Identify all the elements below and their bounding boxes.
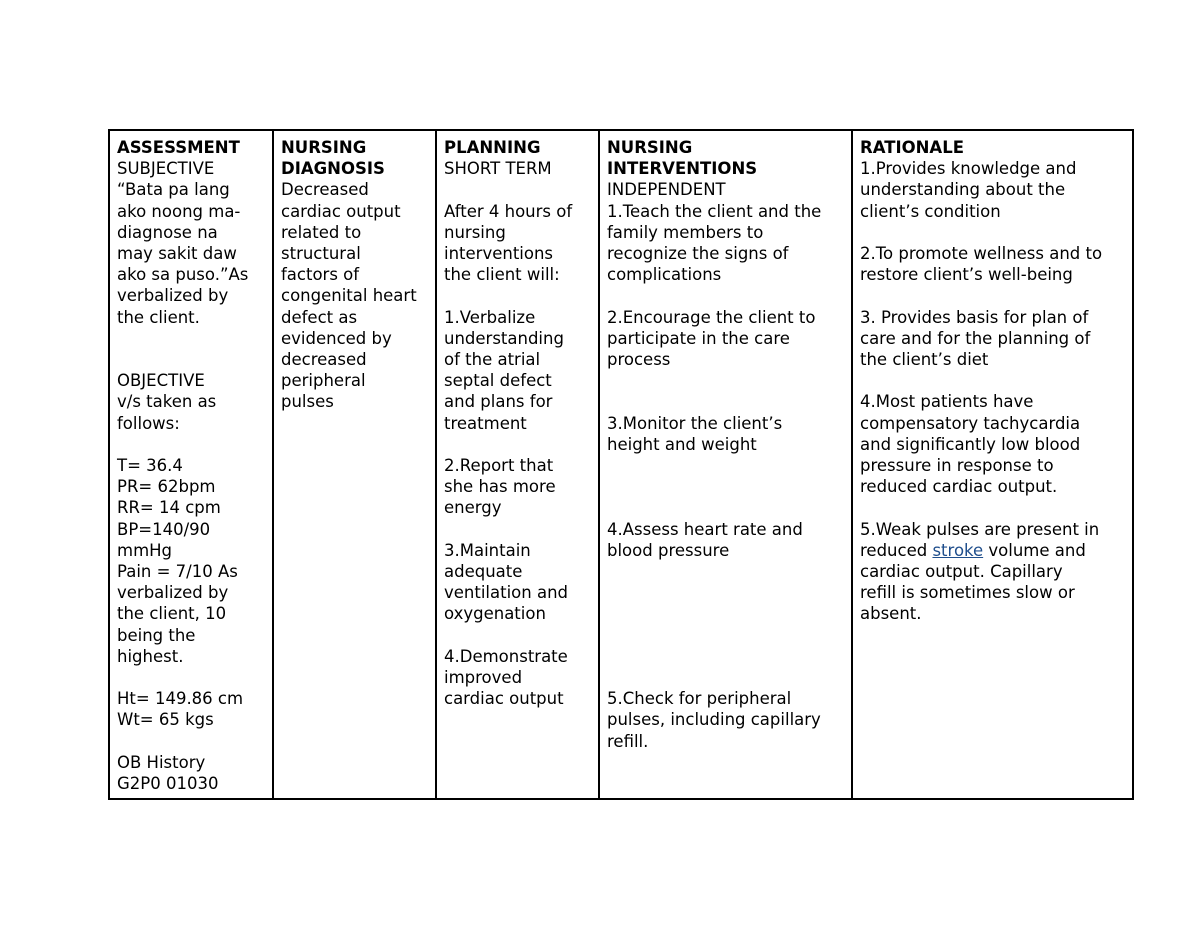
objective-label: OBJECTIVE	[117, 371, 205, 391]
diagnosis-line: Decreased	[281, 180, 369, 200]
planning-intro-line: After 4 hours of	[444, 201, 573, 221]
planning-intro-line: interventions	[444, 244, 554, 263]
intervention-line: refill.	[607, 731, 649, 751]
rationale-line: pressure in response to	[860, 456, 1054, 475]
intervention-line: pulses, including capillary	[607, 710, 821, 730]
ob-history-value: G2P0 01030	[117, 774, 219, 794]
goal-line: 3.Maintain	[444, 540, 531, 560]
goal-line: adequate	[444, 562, 523, 581]
diagnosis-line: evidenced by	[281, 328, 392, 348]
goal-line: and plans for	[444, 392, 553, 412]
rationale-line: the client’s diet	[860, 350, 989, 369]
vital-sign-line: PR= 62bpm	[117, 477, 216, 497]
intervention-line: 2.Encourage the client to	[607, 307, 816, 327]
goal-line: septal defect	[444, 371, 552, 391]
rationale-line: reduced cardiac output.	[860, 477, 1058, 497]
vital-sign-line: mmHg	[117, 540, 173, 560]
rationale-line	[860, 540, 1128, 561]
objective-intro-line: follows:	[117, 413, 180, 433]
interventions-cell	[599, 130, 852, 799]
vital-sign-line: highest.	[117, 646, 184, 666]
weight-line: Wt= 65 kgs	[117, 710, 214, 730]
intervention-line: 5.Check for peripheral	[607, 689, 792, 709]
height-line: Ht= 149.86 cm	[117, 689, 244, 709]
objective-intro-line: v/s taken as	[117, 392, 217, 412]
goal-line: 1.Verbalize	[444, 307, 536, 327]
diagnosis-line: defect as	[281, 307, 358, 327]
interventions-header: NURSING	[607, 138, 693, 157]
subjective-line: diagnose na	[117, 222, 218, 242]
vital-sign-line: verbalized by	[117, 583, 229, 603]
diagnosis-line: structural	[281, 244, 361, 264]
subjective-line: ako noong ma-	[117, 201, 241, 221]
diagnosis-line: cardiac output	[281, 201, 401, 221]
diagnosis-line: decreased	[281, 350, 367, 370]
rationale-line: 3. Provides basis for plan of	[860, 307, 1089, 327]
intervention-line: 4.Assess heart rate and	[607, 519, 803, 539]
vital-sign-line: Pain = 7/10 As	[117, 562, 238, 582]
intervention-line: family members to	[607, 222, 764, 242]
stroke-link[interactable]: stroke	[932, 540, 984, 560]
goal-line: ventilation and	[444, 583, 569, 603]
intervention-line: complications	[607, 265, 722, 285]
planning-intro-line: nursing	[444, 222, 506, 242]
subjective-label: SUBJECTIVE	[117, 159, 215, 179]
diagnosis-line: peripheral	[281, 371, 366, 391]
rationale-line: and significantly low blood	[860, 434, 1081, 454]
intervention-line: height and weight	[607, 434, 757, 454]
planning-cell	[436, 130, 599, 799]
goal-line: understanding	[444, 328, 564, 348]
rationale-line: 4.Most patients have	[860, 392, 1034, 412]
subjective-line: may sakit daw	[117, 244, 237, 264]
diagnosis-line: pulses	[281, 392, 334, 412]
diagnosis-cell	[273, 130, 436, 799]
intervention-line: blood pressure	[607, 540, 730, 560]
rationale-line: 5.Weak pulses are present in	[860, 519, 1100, 539]
rationale-text: volume and	[983, 540, 1086, 560]
goal-line: she has more	[444, 477, 556, 497]
planning-intro-line: the client will:	[444, 265, 560, 285]
table-row	[109, 130, 1133, 799]
intervention-line: 1.Teach the client and the	[607, 201, 822, 221]
planning-header: PLANNING	[444, 138, 541, 157]
intervention-line: 3.Monitor the client’s	[607, 413, 783, 433]
interventions-header: INTERVENTIONS	[607, 159, 758, 179]
vital-sign-line: BP=140/90	[117, 519, 211, 539]
goal-line: of the atrial	[444, 350, 541, 369]
subjective-line: the client.	[117, 307, 200, 327]
rationale-line: cardiac output. Capillary	[860, 562, 1063, 581]
assessment-header: ASSESSMENT	[117, 138, 240, 157]
intervention-line: process	[607, 350, 671, 370]
rationale-header: RATIONALE	[860, 138, 964, 157]
rationale-line: restore client’s well-being	[860, 265, 1073, 285]
rationale-line: understanding about the	[860, 180, 1066, 200]
subjective-line: ako sa puso.”As	[117, 265, 249, 285]
subjective-line: verbalized by	[117, 286, 229, 306]
ob-history-label: OB History	[117, 752, 206, 772]
diagnosis-line: factors of	[281, 265, 360, 285]
diagnosis-header: DIAGNOSIS	[281, 159, 385, 179]
goal-line: energy	[444, 498, 502, 518]
intervention-line: recognize the signs of	[607, 244, 789, 264]
interventions-subheader: INDEPENDENT	[607, 180, 726, 200]
vital-sign-line: the client, 10	[117, 604, 227, 624]
diagnosis-header: NURSING	[281, 138, 367, 157]
goal-line: improved	[444, 668, 523, 687]
intervention-line: participate in the care	[607, 328, 790, 348]
goal-line: oxygenation	[444, 604, 546, 624]
rationale-line: refill is sometimes slow or	[860, 583, 1075, 603]
goal-line: 2.Report that	[444, 456, 554, 475]
nursing-care-plan-table	[108, 129, 1134, 800]
diagnosis-line: related to	[281, 222, 362, 242]
rationale-cell	[852, 130, 1133, 799]
vital-sign-line: being the	[117, 625, 196, 645]
vital-sign-line: T= 36.4	[117, 456, 183, 475]
rationale-line: absent.	[860, 604, 922, 624]
goal-line: treatment	[444, 413, 527, 433]
goal-line: cardiac output	[444, 689, 564, 709]
rationale-line: client’s condition	[860, 201, 1001, 221]
assessment-cell	[109, 130, 273, 799]
rationale-line: compensatory tachycardia	[860, 413, 1081, 433]
rationale-text: reduced	[860, 540, 933, 560]
goal-line: 4.Demonstrate	[444, 646, 568, 666]
rationale-line: 1.Provides knowledge and	[860, 159, 1077, 179]
vital-sign-line: RR= 14 cpm	[117, 498, 221, 518]
diagnosis-line: congenital heart	[281, 286, 417, 306]
rationale-line: 2.To promote wellness and to	[860, 244, 1103, 263]
planning-subheader: SHORT TERM	[444, 159, 552, 179]
rationale-line: care and for the planning of	[860, 328, 1091, 348]
subjective-line: “Bata pa lang	[117, 180, 230, 200]
